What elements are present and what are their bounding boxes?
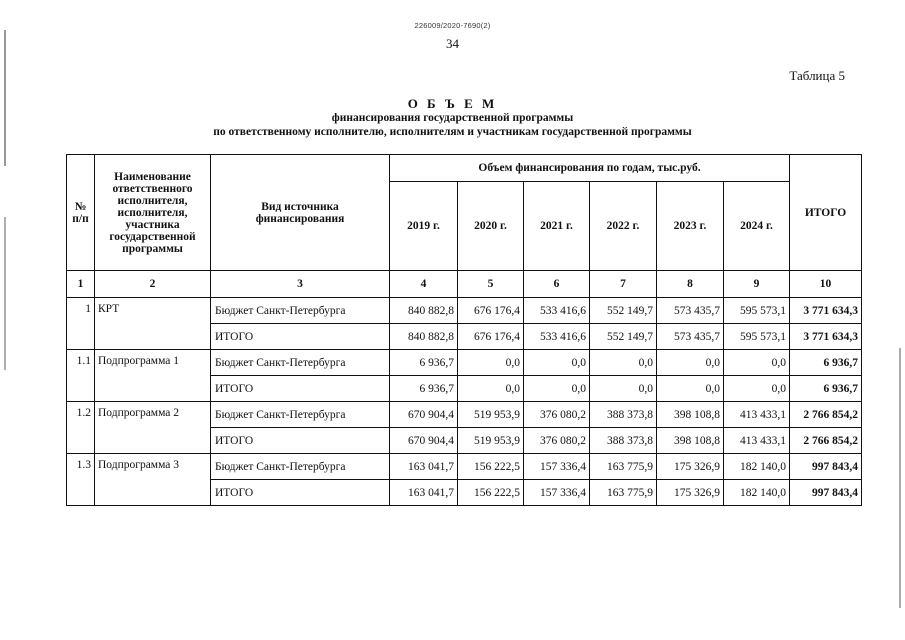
year-amount: 519 953,9 [458,402,524,428]
year-amount: 840 882,8 [390,298,458,324]
year-amount: 182 140,0 [724,480,790,506]
year-amount: 676 176,4 [458,298,524,324]
funding-source: ИТОГО [211,376,390,402]
year-amount: 376 080,2 [524,402,590,428]
funding-source: ИТОГО [211,480,390,506]
header-funding-by-year: Объем финансирования по годам, тыс.руб. [390,155,790,182]
year-amount: 0,0 [657,350,724,376]
year-amount: 398 108,8 [657,428,724,454]
funding-source: Бюджет Санкт-Петербурга [211,298,390,324]
scan-edge-right [899,348,901,608]
row-total: 3 771 634,3 [790,324,862,350]
header-row-number: № п/п [67,155,95,271]
row-index: 1 [67,298,95,350]
row-total: 2 766 854,2 [790,428,862,454]
year-amount: 595 573,1 [724,298,790,324]
year-amount: 413 433,1 [724,402,790,428]
year-amount: 676 176,4 [458,324,524,350]
financing-table [66,154,862,506]
year-amount: 595 573,1 [724,324,790,350]
year-amount: 157 336,4 [524,480,590,506]
year-amount: 0,0 [724,376,790,402]
column-number: 2 [95,271,211,298]
year-amount: 533 416,6 [524,324,590,350]
row-total: 997 843,4 [790,480,862,506]
year-amount: 157 336,4 [524,454,590,480]
year-amount: 573 435,7 [657,298,724,324]
row-total: 6 936,7 [790,376,862,402]
year-amount: 670 904,4 [390,402,458,428]
year-amount: 376 080,2 [524,428,590,454]
column-number: 10 [790,271,862,298]
header-executor-name: Наименование ответственного исполнителя, исполнителя, участника государственной программы [95,155,211,271]
year-amount: 0,0 [524,376,590,402]
executor-name: Подпрограмма 2 [95,402,211,454]
header-year: 2022 г. [590,182,657,271]
header-year: 2020 г. [458,182,524,271]
header-funding-source: Вид источника финансирования [211,155,390,271]
column-number: 4 [390,271,458,298]
column-number: 8 [657,271,724,298]
year-amount: 182 140,0 [724,454,790,480]
year-amount: 573 435,7 [657,324,724,350]
row-total: 2 766 854,2 [790,402,862,428]
column-number: 5 [458,271,524,298]
year-amount: 163 775,9 [590,454,657,480]
row-index: 1.3 [67,454,95,506]
funding-source: Бюджет Санкт-Петербурга [211,350,390,376]
column-number: 7 [590,271,657,298]
table-row [67,298,862,324]
year-amount: 0,0 [458,376,524,402]
column-number: 3 [211,271,390,298]
year-amount: 413 433,1 [724,428,790,454]
funding-source: Бюджет Санкт-Петербурга [211,402,390,428]
row-total: 3 771 634,3 [790,298,862,324]
header-year: 2021 г. [524,182,590,271]
year-amount: 670 904,4 [390,428,458,454]
row-total: 997 843,4 [790,454,862,480]
page-number: 34 [446,36,459,51]
year-amount: 6 936,7 [390,350,458,376]
funding-source: Бюджет Санкт-Петербурга [211,454,390,480]
header-year: 2019 г. [390,182,458,271]
document-subtitle-line2: по ответственному исполнителю, исполнителям и участникам государственной программы [213,126,692,138]
year-amount: 0,0 [590,350,657,376]
year-amount: 552 149,7 [590,324,657,350]
scan-edge-left [4,30,6,370]
year-amount: 0,0 [590,376,657,402]
year-amount: 519 953,9 [458,428,524,454]
column-number: 6 [524,271,590,298]
table-row [67,350,862,376]
header-year: 2023 г. [657,182,724,271]
year-amount: 552 149,7 [590,298,657,324]
year-amount: 388 373,8 [590,402,657,428]
document-title: О Б Ъ Е М [407,96,498,111]
executor-name: Подпрограмма 3 [95,454,211,506]
year-amount: 163 041,7 [390,454,458,480]
year-amount: 163 775,9 [590,480,657,506]
year-amount: 6 936,7 [390,376,458,402]
year-amount: 533 416,6 [524,298,590,324]
table-row [67,454,862,480]
row-index: 1.2 [67,402,95,454]
year-amount: 398 108,8 [657,402,724,428]
year-amount: 0,0 [524,350,590,376]
year-amount: 163 041,7 [390,480,458,506]
year-amount: 0,0 [458,350,524,376]
header-year: 2024 г. [724,182,790,271]
executor-name: Подпрограмма 1 [95,350,211,402]
column-number: 1 [67,271,95,298]
funding-source: ИТОГО [211,324,390,350]
document-id: 226009/2020-7690(2) [414,21,491,30]
year-amount: 388 373,8 [590,428,657,454]
row-total: 6 936,7 [790,350,862,376]
table-label: Таблица 5 [789,68,845,83]
year-amount: 156 222,5 [458,454,524,480]
funding-source: ИТОГО [211,428,390,454]
year-amount: 175 326,9 [657,454,724,480]
year-amount: 0,0 [724,350,790,376]
year-amount: 840 882,8 [390,324,458,350]
document-subtitle-line1: финансирования государственной программы [331,112,574,124]
executor-name: КРТ [95,298,211,350]
year-amount: 156 222,5 [458,480,524,506]
column-number: 9 [724,271,790,298]
row-index: 1.1 [67,350,95,402]
table-row [67,402,862,428]
year-amount: 0,0 [657,376,724,402]
header-total: ИТОГО [790,155,862,271]
year-amount: 175 326,9 [657,480,724,506]
